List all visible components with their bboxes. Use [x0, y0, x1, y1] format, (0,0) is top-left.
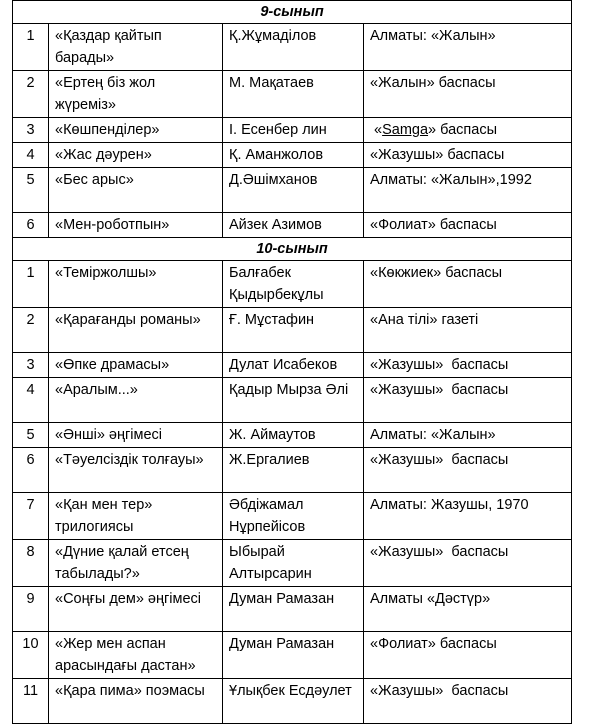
publisher: Алматы «Дәстүр»: [364, 587, 572, 632]
section-title: 10-сынып: [13, 238, 572, 261]
work-title: «Қан мен тер» трилогиясы: [49, 493, 223, 540]
table-row: [13, 353, 572, 378]
author-name: М. Мақатаев: [223, 71, 364, 118]
author-name: Д.Әшімханов: [223, 168, 364, 213]
author-name: Ғ. Мұстафин: [223, 308, 364, 353]
work-title: «Мен-роботпын»: [49, 213, 223, 238]
table-row: [13, 540, 572, 587]
table-row: [13, 71, 572, 118]
publisher: Алматы: «Жалын»: [364, 423, 572, 448]
publisher-underlined: Samga: [382, 122, 429, 138]
row-number: 2: [13, 71, 49, 118]
work-title: «Соңғы дем» әңгімесі: [49, 587, 223, 632]
row-number: 3: [13, 118, 49, 143]
table-row: [13, 24, 572, 71]
publisher: «Ана тілі» газеті: [364, 308, 572, 353]
publisher: «Көкжиек» баспасы: [364, 261, 572, 308]
author-name: Қ. Аманжолов: [223, 143, 364, 168]
work-title: «Аралым...»: [49, 378, 223, 423]
table-row: [13, 213, 572, 238]
publisher: «Фолиат» баспасы: [364, 213, 572, 238]
author-name: Думан Рамазан: [223, 632, 364, 679]
author-name: Ж.Ергалиев: [223, 448, 364, 493]
work-title: «Жер мен аспан арасындағы дастан»: [49, 632, 223, 679]
row-number: 10: [13, 632, 49, 679]
work-title: «Жас дәурен»: [49, 143, 223, 168]
publisher: «Жазушы» баспасы: [364, 679, 572, 724]
work-title: «Ертең біз жол жүреміз»: [49, 71, 223, 118]
section-header-row: [13, 1, 572, 24]
work-title: «Қарағанды романы»: [49, 308, 223, 353]
table-row: [13, 378, 572, 423]
publisher: «Жазушы» баспасы: [364, 353, 572, 378]
section-header-row: [13, 238, 572, 261]
table-row: [13, 493, 572, 540]
section-title: 9-сынып: [13, 1, 572, 24]
author-name: І. Есенбер лин: [223, 118, 364, 143]
row-number: 8: [13, 540, 49, 587]
table-row: [13, 679, 572, 724]
table-row: [13, 261, 572, 308]
publisher: «Жазушы» баспасы: [364, 540, 572, 587]
work-title: «Көшпенділер»: [49, 118, 223, 143]
author-name: Ыбырай Алтырсарин: [223, 540, 364, 587]
author-name: Думан Рамазан: [223, 587, 364, 632]
work-title: «Өпке драмасы»: [49, 353, 223, 378]
publisher: Алматы: «Жалын»: [364, 24, 572, 71]
row-number: 7: [13, 493, 49, 540]
work-title: «Тәуелсіздік толғауы»: [49, 448, 223, 493]
row-number: 9: [13, 587, 49, 632]
publisher: Алматы: Жазушы, 1970: [364, 493, 572, 540]
row-number: 5: [13, 423, 49, 448]
table-row: [13, 448, 572, 493]
author-name: Қадыр Мырза Әлі: [223, 378, 364, 423]
publisher: «Фолиат» баспасы: [364, 632, 572, 679]
work-title: «Дүние қалай етсең табылады?»: [49, 540, 223, 587]
row-number: 1: [13, 24, 49, 71]
table-row: [13, 168, 572, 213]
author-name: Ж. Аймаутов: [223, 423, 364, 448]
row-number: 4: [13, 378, 49, 423]
publisher-prefix: «: [370, 122, 383, 138]
author-name: Балғабек Қыдырбекұлы: [223, 261, 364, 308]
publisher: «Жалын» баспасы: [364, 71, 572, 118]
work-title: «Бес арыс»: [49, 168, 223, 213]
table-row: [13, 632, 572, 679]
row-number: 11: [13, 679, 49, 724]
publisher: Алматы: «Жалын»,1992: [364, 168, 572, 213]
publisher-suffix: » баспасы: [428, 122, 498, 138]
table-row: [13, 423, 572, 448]
literature-table: [12, 0, 572, 724]
publisher: «Жазушы» баспасы: [364, 448, 572, 493]
author-name: Айзек Азимов: [223, 213, 364, 238]
publisher: [364, 118, 572, 143]
work-title: «Қара пима» поэмасы: [49, 679, 223, 724]
row-number: 1: [13, 261, 49, 308]
work-title: «Әнші» әңгімесі: [49, 423, 223, 448]
row-number: 5: [13, 168, 49, 213]
row-number: 4: [13, 143, 49, 168]
publisher: «Жазушы» баспасы: [364, 378, 572, 423]
work-title: «Қаздар қайтып барады»: [49, 24, 223, 71]
row-number: 6: [13, 448, 49, 493]
author-name: Ұлықбек Есдәулет: [223, 679, 364, 724]
author-name: Әбдіжамал Нұрпейісов: [223, 493, 364, 540]
table-row: [13, 118, 572, 143]
row-number: 6: [13, 213, 49, 238]
author-name: Дулат Исабеков: [223, 353, 364, 378]
table-row: [13, 587, 572, 632]
row-number: 2: [13, 308, 49, 353]
author-name: Қ.Жұмаділов: [223, 24, 364, 71]
table-row: [13, 143, 572, 168]
publisher: «Жазушы» баспасы: [364, 143, 572, 168]
row-number: 3: [13, 353, 49, 378]
table-row: [13, 308, 572, 353]
work-title: «Теміржолшы»: [49, 261, 223, 308]
